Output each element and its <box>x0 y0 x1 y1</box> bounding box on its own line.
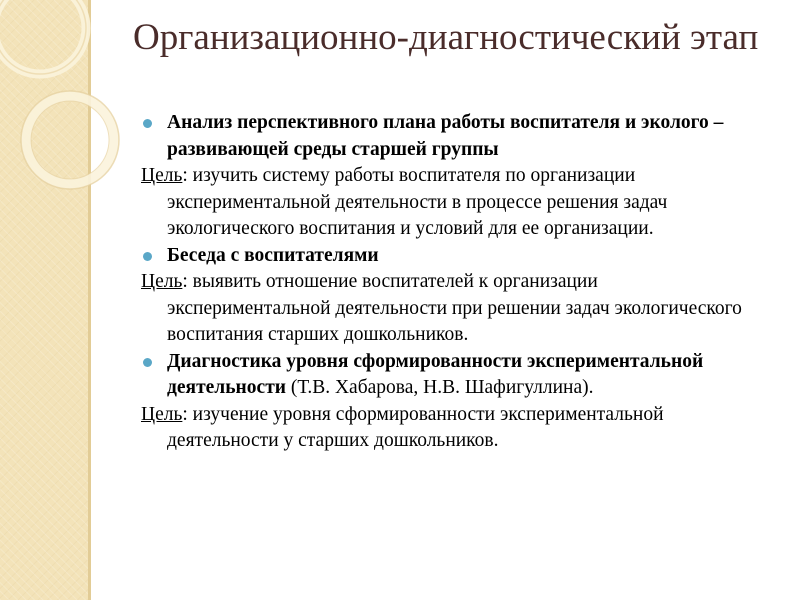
bullet-bold-text: Беседа с воспитателями <box>167 244 379 266</box>
bullet-dot-icon <box>143 252 152 261</box>
bullet-item <box>141 243 761 270</box>
bullet-dot-icon <box>143 119 152 128</box>
goal-paragraph <box>141 402 761 455</box>
goal-paragraph <box>141 269 761 349</box>
bullet-item <box>141 110 761 163</box>
bullet-bold-text: Диагностика уровня сформированности экспериментальной деятельности <box>167 350 704 398</box>
goal-text: : выявить отношение воспитателей к организации экспериментальной деятельности при решении задач экологического воспитания старших дошкольников. <box>167 271 742 345</box>
slide-title: Организационно-диагностический этап <box>133 17 759 58</box>
ring-ornament-icon <box>0 0 140 220</box>
goal-text: : изучение уровня сформированности экспериментальной деятельности у старших дошкольников. <box>167 403 664 451</box>
goal-label: Цель <box>141 403 183 425</box>
goal-paragraph <box>141 163 761 243</box>
goal-label: Цель <box>141 165 183 186</box>
goal-text: : изучить систему работы воспитателя по организации экспериментальной деятельности в процессе решения задач экологического воспитания и условий для ее организации. <box>167 165 668 239</box>
bullet-dot-icon <box>143 358 152 367</box>
bullet-bold-text: Анализ перспективного плана работы воспитателя и эколого – развивающей среды старшей группы <box>167 112 724 160</box>
slide-content <box>141 110 761 455</box>
goal-label: Цель <box>141 271 183 292</box>
bullet-normal-text: (Т.В. Хабарова, Н.В. Шафигуллина). <box>290 377 594 398</box>
bullet-item <box>141 349 761 402</box>
